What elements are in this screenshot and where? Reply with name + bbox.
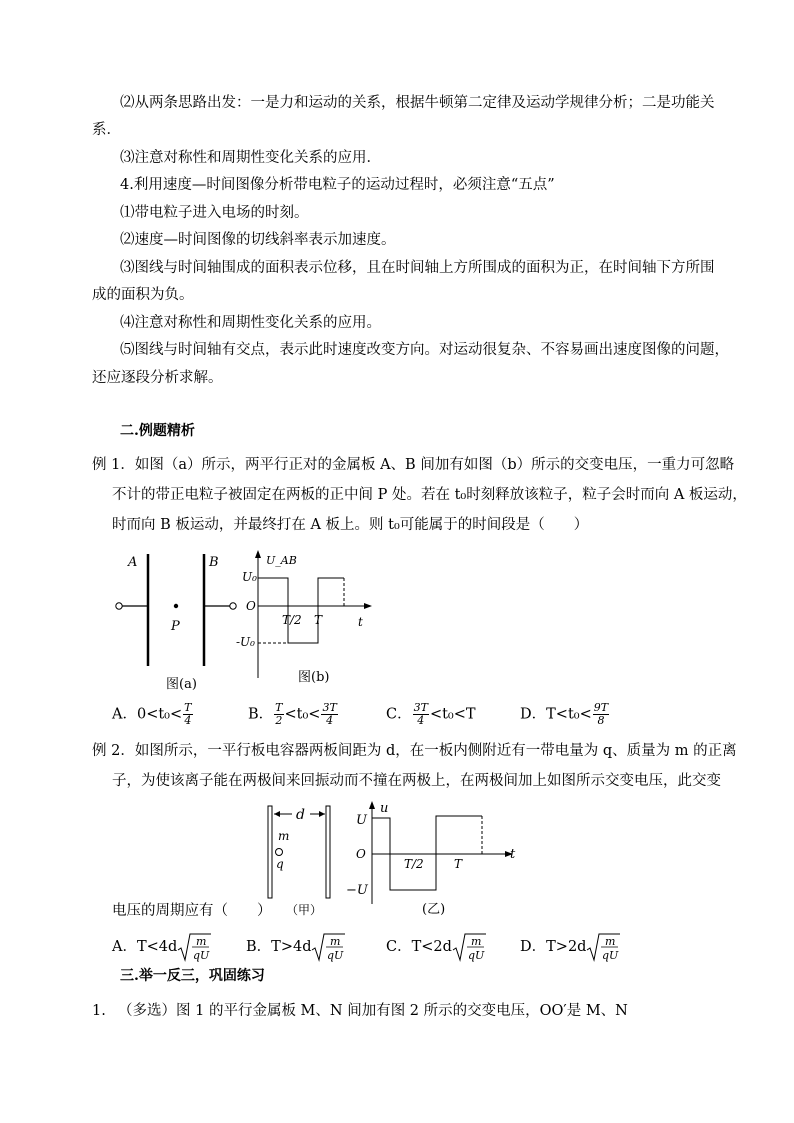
figure-a-caption: 图(a)	[166, 677, 197, 692]
point-p-label: P	[171, 619, 180, 634]
y-axis-label: U_AB	[266, 554, 297, 567]
paragraph-2-line-2: 系．	[92, 122, 121, 138]
example-2-line-2: 子，为使该离子能在两极间来回振动而不撞在两极上，在两极间加上如图所示交变电压，此交变	[112, 773, 721, 789]
t-half-label: T/2	[282, 613, 302, 627]
origin-label: O	[246, 599, 256, 613]
figure-jia-caption: （甲）	[286, 903, 323, 917]
ex2-option-d[interactable]: D．T>2d m qU	[520, 932, 620, 962]
neg-U-label: −U	[346, 883, 368, 898]
svg-text:m: m	[470, 935, 482, 948]
figure-a	[108, 548, 248, 694]
example-1-line-1: 例 1．如图（a）所示，两平行正对的金属板 A、B 间加有如图（b）所示的交变电压，一重力可忽略	[92, 457, 735, 473]
U-label: U	[356, 813, 367, 828]
question-1-text: （多选）图 1 的平行金属板 M、N 间加有图 2 所示的交变电压，OO′是 M、N	[118, 1003, 628, 1019]
plate-b-label: B	[209, 555, 219, 570]
example-1-line-3: 时而向 B 板运动，并最终打在 A 板上。则 t₀可能属于的时间段是（ ）	[112, 517, 589, 533]
section-2-heading: 二.例题精析	[120, 423, 195, 439]
t-full-label: T	[314, 613, 323, 627]
t-axis-arrow	[364, 603, 372, 609]
ex1-option-a[interactable]: A．0<t₀< $\frac{T}{4}$	[112, 701, 192, 727]
svg-text:qU: qU	[467, 949, 485, 962]
point-2: ⑵速度—时间图像的切线斜率表示加速度。	[120, 232, 396, 248]
square-wave	[258, 578, 344, 643]
u-axis-arrow	[369, 801, 375, 809]
point-3-line-2: 成的面积为负。	[92, 287, 194, 303]
svg-text:m: m	[196, 935, 207, 948]
point-3-line-1: ⑶图线与时间轴围成的面积表示位移，且在时间轴上方所围成的面积为正，在时间轴下方所围	[120, 260, 715, 276]
u0-label: U₀	[242, 570, 257, 584]
point-1: ⑴带电粒子进入电场的时刻。	[120, 205, 309, 221]
y-axis-arrow	[255, 550, 261, 558]
capacitor-plate-left	[268, 806, 272, 898]
radical-c-icon	[452, 932, 486, 962]
ex1-option-d[interactable]: D．T<t₀< $\frac{9T}{8}$	[520, 701, 609, 727]
figure-yi-caption: (乙)	[422, 902, 446, 917]
paragraph-4-heading: 4.利用速度—时间图像分析带电粒子的运动过程时，必须注意“五点”	[120, 177, 555, 193]
neg-u0-label: -U₀	[236, 635, 255, 649]
figure-b	[228, 548, 378, 688]
ex2-option-b[interactable]: B．T>4d m qU	[246, 932, 345, 962]
example-2-line-1: 例 2．如图所示，一平行板电容器两板间距为 d，在一板内侧附近有一带电量为 q、质量为 m 的正离	[92, 743, 737, 759]
figure-yi	[344, 796, 524, 920]
radical-d-icon	[586, 932, 620, 962]
section-3-heading: 三.举一反三，巩固练习	[120, 968, 265, 984]
ex2-option-a[interactable]: A．T<4d m qU	[112, 932, 211, 962]
t-half-2-label: T/2	[404, 857, 424, 871]
capacitor-plate-right	[326, 806, 330, 898]
t-full-2-label: T	[454, 857, 463, 871]
svg-text:m: m	[330, 935, 341, 948]
point-5-line-1: ⑸图线与时间轴有交点，表示此时速度改变方向。对运动很复杂、不容易画出速度图像的问题，	[120, 342, 729, 358]
radical-b-icon	[311, 932, 345, 962]
plate-a-label: A	[128, 555, 138, 570]
paragraph-2-line-1: ⑵从两条思路出发：一是力和运动的关系，根据牛顿第二定律及运动学规律分析；二是功能关	[120, 95, 715, 111]
question-1-number: 1.	[92, 1003, 106, 1019]
point-5-line-2: 还应逐段分析求解。	[92, 370, 223, 386]
ex2-option-c[interactable]: C．T<2d m qU	[386, 932, 486, 962]
u-axis-label: u	[380, 801, 389, 816]
svg-text:qU: qU	[327, 949, 344, 962]
figure-b-caption: 图(b)	[298, 670, 330, 685]
svg-text:qU: qU	[602, 949, 619, 962]
example-1-line-2: 不计的带正电粒子被固定在两板的正中间 P 处。若在 t₀时刻释放该粒子，粒子会时而向 A 板运动，	[112, 487, 747, 503]
q-label: q	[276, 857, 284, 871]
ex1-option-c[interactable]: C． $\frac{3T}{4}$ <t₀<T	[386, 701, 476, 727]
svg-text:m: m	[605, 935, 616, 948]
square-wave-2	[372, 816, 482, 890]
paragraph-3: ⑶注意对称性和周期性变化关系的应用．	[120, 150, 381, 166]
terminal-a	[116, 603, 122, 609]
particle-p	[174, 604, 178, 608]
t-axis-label: t	[358, 615, 363, 629]
t-axis-2-label: t	[510, 847, 516, 862]
m-label: m	[278, 829, 290, 843]
example-2-line-3: 电压的周期应有（ ）	[112, 903, 272, 919]
origin-2-label: O	[356, 847, 366, 861]
ex1-option-b[interactable]: B． $\frac{T}{2}$ <t₀< $\frac{3T}{4}$	[248, 701, 337, 727]
d-label: d	[296, 807, 305, 823]
svg-text:qU: qU	[193, 949, 210, 962]
ion	[276, 849, 283, 856]
point-4: ⑷注意对称性和周期性变化关系的应用。	[120, 315, 381, 331]
radical-a-icon	[177, 932, 211, 962]
